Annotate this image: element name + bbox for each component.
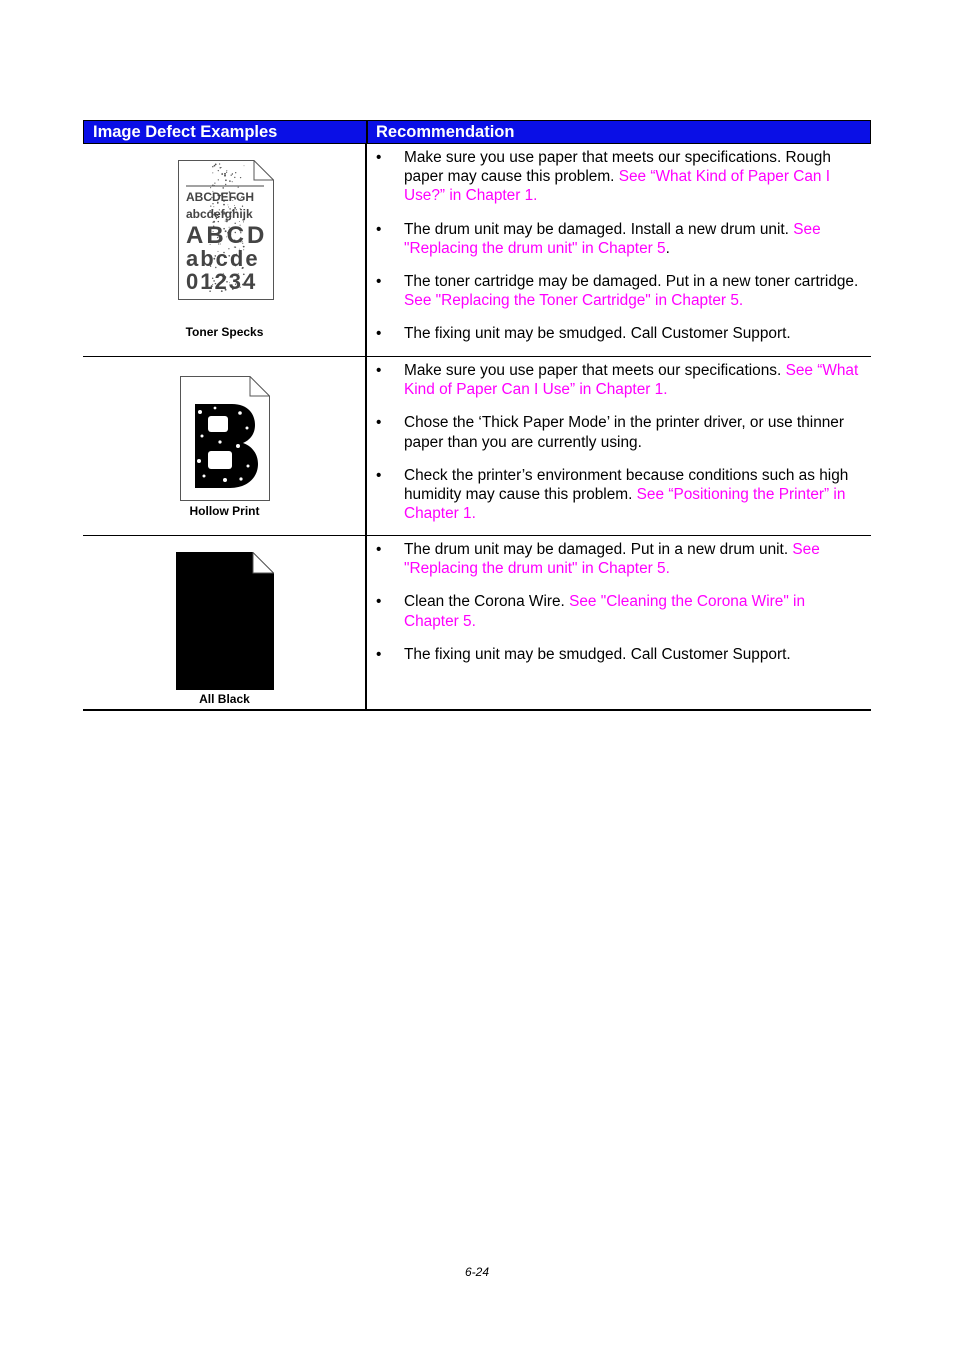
bullet-icon: • [376,466,382,484]
recommendation-item [371,466,863,524]
cross-reference-link[interactable]: See “What Kind of Paper Can I Use?” in Chapter 1. [404,168,831,205]
header-image-defect-examples: Image Defect Examples [84,121,367,143]
defect-caption: All Black [199,692,250,706]
recommendation-item [371,148,863,206]
all-black-page-image [176,552,274,690]
bullet-icon: • [376,645,382,663]
sample-line-4: abcde [186,246,260,271]
recommendation-text: The drum unit may be damaged. Install a new drum unit. [404,220,789,238]
cross-reference-link[interactable]: See "Replacing the drum unit" in Chapter 5 [404,220,821,257]
recommendation-text: The fixing unit may be smudged. Call Customer Support. [404,325,791,343]
recommendation-item [371,272,863,310]
recommendation-item [371,540,863,578]
sample-line-2: abcdefghijk [186,207,253,221]
defect-caption: Hollow Print [189,504,260,518]
toner-specks-page-image [178,160,274,300]
bullet-icon: • [376,149,382,166]
recommendation-item [371,220,863,258]
recommendation-text: Make sure you use paper that meets our specifications. Rough paper may cause this problem. [404,149,831,186]
defect-example-cell [83,357,366,535]
bullet-icon: • [376,541,382,558]
recommendation-text: The drum unit may be damaged. Put in a new drum unit. [404,541,789,558]
recommendation-cell [366,144,871,356]
bullet-icon: • [376,414,382,432]
sample-line-3: ABCD [186,222,268,249]
table-header [83,120,871,144]
table-row [83,356,871,535]
sample-line-5: 01234 [186,269,258,294]
recommendation-text: Clean the Corona Wire. [404,593,565,611]
recommendation-text: The fixing unit may be smudged. Call Customer Support. [404,645,791,663]
bullet-icon: • [376,220,382,238]
recommendation-list [371,361,863,523]
bullet-icon: • [376,362,382,379]
recommendation-list [371,540,863,664]
cross-reference-link[interactable]: See "Cleaning the Corona Wire" in Chapter 5. [404,593,806,630]
recommendation-text: Check the printer’s environment because conditions such as high humidity may cause this problem. [404,466,849,504]
table-row [83,535,871,709]
recommendation-text: The toner cartridge may be damaged. Put in a new toner cartridge. [404,273,859,291]
defect-caption: Toner Specks [185,325,264,339]
defect-example-cell [83,144,366,356]
recommendation-text: Chose the ‘Thick Paper Mode’ in the printer driver, or use thinner paper than you are currently using. [404,414,844,451]
recommendation-item [371,645,863,664]
recommendation-list [371,148,863,344]
cross-reference-link[interactable]: See “What Kind of Paper Can I Use” in Chapter 1. [404,362,859,399]
defect-table [83,120,871,711]
bullet-icon: • [376,593,382,611]
trailing-punctuation: . [665,239,670,257]
page-number: 6-24 [464,1265,490,1279]
recommendation-item [371,592,863,630]
bullet-icon: • [376,273,382,291]
defect-example-cell [83,536,366,709]
table-row [83,144,871,356]
cross-reference-link[interactable]: See “Positioning the Printer” in Chapter 1. [404,486,846,523]
sample-line-1: ABCDEFGH [186,190,254,204]
recommendation-cell [366,357,871,535]
cross-reference-link[interactable]: See "Replacing the Toner Cartridge" in Chapter 5. [404,292,744,310]
recommendation-item [371,413,863,451]
header-recommendation: Recommendation [367,121,870,143]
recommendation-item [371,324,863,343]
recommendation-item [371,361,863,399]
hollow-print-page-image [180,376,270,501]
bullet-icon: • [376,325,382,343]
cross-reference-link[interactable]: See "Replacing the drum unit" in Chapter 5. [404,541,820,578]
recommendation-text: Make sure you use paper that meets our specifications. [404,362,782,379]
recommendation-cell [366,536,871,709]
